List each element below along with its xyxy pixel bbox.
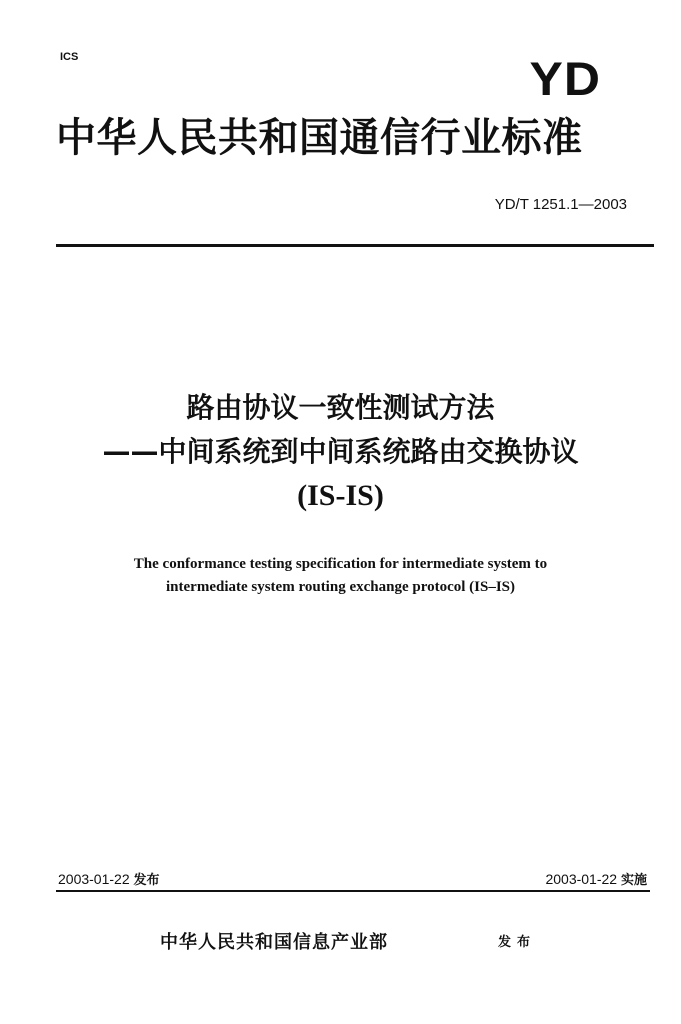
effective-date: [545, 869, 647, 888]
issuing-authority: 中华人民共和国信息产业部: [160, 932, 388, 953]
effective-date-value: 2003-01-22: [545, 871, 618, 887]
footer-divider: [56, 890, 650, 892]
english-title-line1: The conformance testing specification for intermediate system to: [133, 556, 548, 572]
yd-logo: YD: [529, 52, 601, 106]
issue-date: [58, 869, 160, 888]
standard-code: YD/T 1251.1—2003: [494, 196, 627, 213]
effective-date-label: 实施: [620, 873, 647, 888]
document-title-line2: ——中间系统到中间系统路由交换协议: [102, 435, 579, 468]
header-divider: [56, 244, 654, 247]
ics-label: ICS: [60, 51, 79, 63]
document-title-line1: 路由协议一致性测试方法: [186, 391, 495, 424]
publish-label: 发布: [498, 935, 537, 950]
standard-name: 中华人民共和国通信行业标准: [56, 115, 583, 161]
issue-date-label: 发布: [133, 873, 160, 888]
document-title-line3: (IS-IS): [297, 479, 384, 512]
english-title-line2: intermediate system routing exchange protocol (IS–IS): [166, 579, 515, 595]
issue-date-value: 2003-01-22: [58, 871, 130, 887]
